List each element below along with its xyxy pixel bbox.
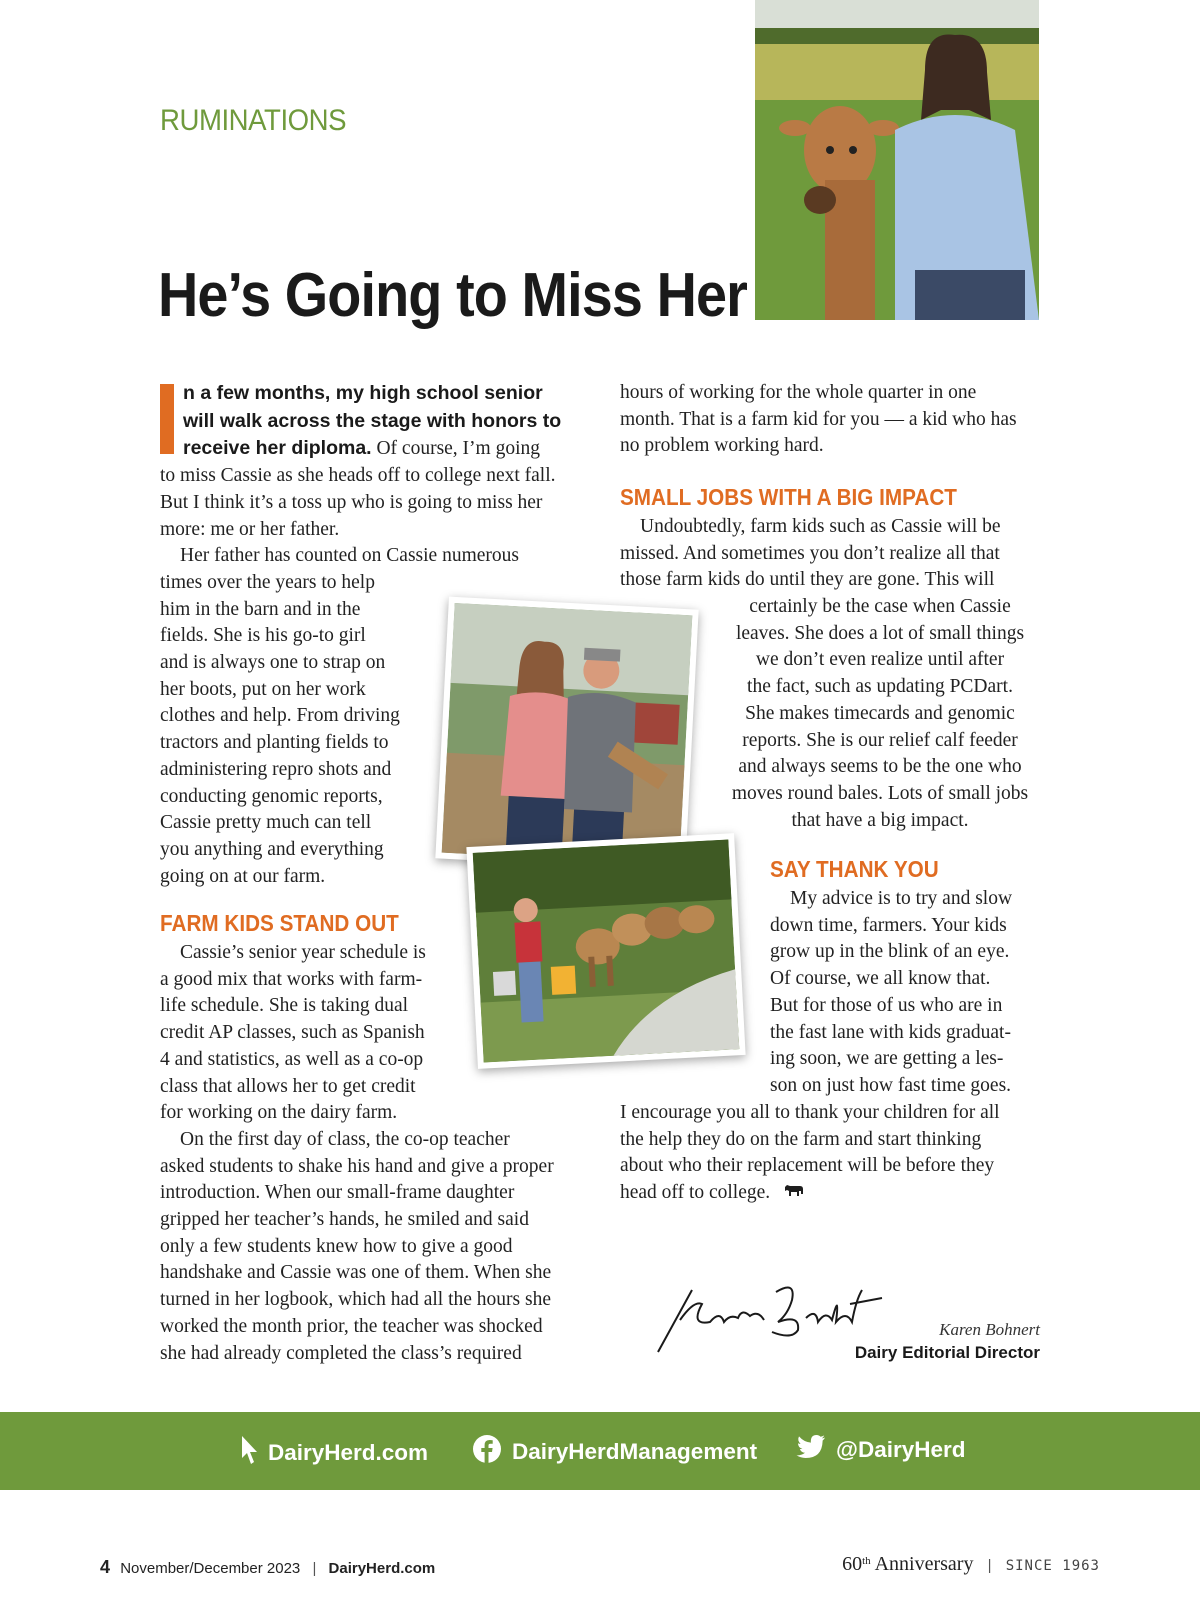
text-line: the help they do on the farm and start thinking: [620, 1128, 982, 1150]
author-with-cow-photo: [755, 0, 1039, 320]
text-line: Her father has counted on Cassie numerous: [180, 545, 519, 567]
text-line: class that allows her to get credit: [160, 1075, 416, 1097]
section-heading-thank-you: SAY THANK YOU: [770, 856, 939, 882]
paragraph-text: Of course, I’m going: [371, 438, 541, 460]
text-line: more: me or her father.: [160, 518, 340, 540]
text-line: son on just how fast time goes.: [770, 1074, 1012, 1096]
since-label: SINCE 1963: [1005, 1558, 1100, 1574]
text-line: My advice is to try and slow: [790, 888, 1013, 909]
text-line: handshake and Cassie was one of them. When she: [160, 1262, 552, 1284]
text-line: head off to college.: [620, 1182, 771, 1204]
text-line: him in the barn and in the: [160, 598, 361, 620]
text-line: reports. She is our relief calf feeder: [742, 729, 1018, 751]
text-line: the fast lane with kids graduat-: [770, 1021, 1011, 1043]
facebook-label: DairyHerdManagement: [512, 1439, 758, 1464]
facebook-icon: [472, 1434, 512, 1470]
text-line: and is always one to strap on: [160, 652, 386, 674]
text-line: leaves. She does a lot of small things: [735, 622, 1025, 644]
text-line: grow up in the blink of an eye.: [770, 941, 1010, 963]
text-line: 4 and statistics, as well as a co-op: [160, 1048, 424, 1070]
twitter-label: @DairyHerd: [836, 1437, 966, 1462]
anniversary-word: Anniversary: [870, 1553, 974, 1575]
issue-date: November/December 2023: [120, 1560, 301, 1577]
text-line: no problem working hard.: [620, 435, 824, 457]
text-line: But I think it’s a toss up who is going to miss her: [160, 491, 543, 513]
author-title: Dairy Editorial Director: [854, 1343, 1040, 1362]
page-number: 4: [100, 1557, 111, 1577]
text-line: her boots, put on her work: [160, 678, 366, 700]
text-line: to miss Cassie as she heads off to college next fall.: [160, 465, 556, 487]
text-line: asked students to shake his hand and give a proper: [160, 1155, 554, 1177]
text-line: worked the month prior, the teacher was shocked: [160, 1315, 543, 1337]
article-headline: He’s Going to Miss Her: [158, 261, 747, 330]
text-line: down time, farmers. Your kids: [770, 914, 1007, 936]
text-line: She makes timecards and genomic: [745, 702, 1015, 724]
section-heading-small-jobs: SMALL JOBS WITH A BIG IMPACT: [620, 484, 957, 510]
website-label: DairyHerd.com: [268, 1440, 429, 1465]
text-line: moves round bales. Lots of small jobs: [731, 782, 1029, 804]
text-line: I encourage you all to thank your children for all: [620, 1102, 1000, 1123]
article-column-2-wrap: [705, 594, 1055, 834]
text-line: life schedule. She is taking dual: [160, 995, 409, 1017]
text-line: tractors and planting fields to: [160, 732, 389, 754]
section-kicker: RUMINATIONS: [160, 104, 347, 137]
text-line: fields. She is his go-to girl: [160, 625, 366, 647]
text-line: missed. And sometimes you don’t realize all that: [620, 542, 1000, 564]
folio-divider: |: [312, 1560, 317, 1577]
folio-site: DairyHerd.com: [328, 1560, 436, 1577]
text-line: going on at our farm.: [160, 865, 326, 887]
text-line: a good mix that works with farm-: [160, 968, 423, 990]
text-line: you anything and everything: [160, 838, 384, 860]
text-line: Cassie’s senior year schedule is: [180, 942, 426, 963]
text-line: clothes and help. From driving: [160, 705, 400, 727]
text-line: credit AP classes, such as Spanish: [160, 1022, 425, 1044]
text-line: gripped her teacher’s hands, he smiled and said: [160, 1209, 529, 1231]
text-line: times over the years to help: [160, 571, 375, 593]
daughter-with-calves-photo: [466, 833, 745, 1069]
twitter-icon: [796, 1434, 836, 1466]
page-folio-left: [100, 1557, 435, 1578]
anniversary-suffix: th: [862, 1555, 871, 1567]
text-line: On the first day of class, the co-op teacher: [180, 1128, 510, 1150]
text-line: about who their replacement will be before they: [620, 1155, 995, 1177]
text-line: But for those of us who are in: [770, 994, 1003, 1016]
folio-divider: |: [987, 1557, 992, 1574]
anniversary-number: 60: [842, 1553, 863, 1575]
text-line: we don’t even realize until after: [755, 649, 1005, 671]
text-line: Of course, we all know that.: [770, 968, 991, 990]
section-heading-farm-kids: FARM KIDS STAND OUT: [160, 910, 399, 936]
text-line: for working on the dairy farm.: [160, 1102, 398, 1124]
daughter-and-father-photo: [435, 597, 698, 872]
twitter-link[interactable]: [796, 1434, 966, 1466]
article-column-2: [620, 380, 1050, 460]
lead-in-text: n a few months, my high school senior: [183, 382, 543, 404]
lead-in-text: receive her diploma.: [183, 437, 372, 460]
author-name: Karen Bohnert: [939, 1320, 1040, 1339]
text-line: those farm kids do until they are gone. This will: [620, 569, 995, 591]
text-line: introduction. When our small-frame daughter: [160, 1182, 515, 1204]
cursor-icon: [240, 1434, 268, 1472]
text-line: administering repro shots and: [160, 758, 392, 780]
social-links-band: [0, 1412, 1200, 1490]
text-line: conducting genomic reports,: [160, 785, 383, 807]
text-line: the fact, such as updating PCDart.: [747, 676, 1013, 698]
text-line: that have a big impact.: [791, 809, 969, 831]
text-line: Cassie pretty much can tell: [160, 812, 372, 834]
article-column-2-thank-you: [770, 886, 1050, 1100]
text-line: ing soon, we are getting a les-: [770, 1048, 1004, 1070]
text-line: she had already completed the class’s required: [160, 1342, 522, 1364]
text-line: month. That is a farm kid for you — a kid who has: [620, 408, 1017, 430]
text-line: Undoubtedly, farm kids such as Cassie will be: [640, 516, 1001, 537]
text-line: certainly be the case when Cassie: [749, 596, 1011, 617]
author-signature: [650, 1270, 890, 1354]
article-column-2-closing: [620, 1100, 1050, 1207]
page-folio-right: [842, 1553, 1100, 1576]
text-line: only a few students knew how to give a good: [160, 1235, 513, 1257]
text-line: and always seems to be the one who: [738, 756, 1022, 778]
cow-end-icon: [783, 1180, 805, 1207]
website-link[interactable]: [240, 1434, 428, 1472]
text-line: turned in her logbook, which had all the hours she: [160, 1289, 551, 1311]
article-column-2-small-jobs: [620, 514, 1050, 594]
lead-in-text: will walk across the stage with honors to: [183, 409, 562, 432]
facebook-link[interactable]: [472, 1434, 757, 1470]
text-line: hours of working for the whole quarter in one: [620, 382, 977, 403]
